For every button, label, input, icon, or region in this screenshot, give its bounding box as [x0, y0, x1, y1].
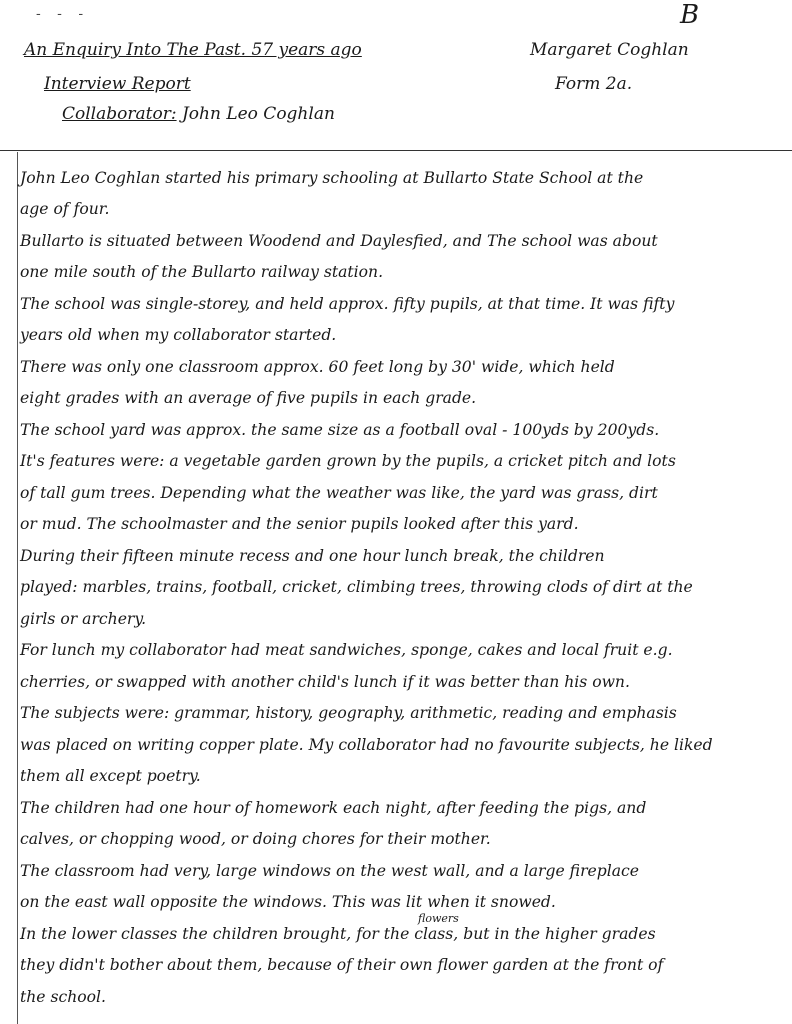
text-line: the school.: [20, 988, 106, 1006]
text-line: age of four.: [20, 200, 110, 218]
collaborator-line: [62, 104, 335, 124]
text-line: years old when my collaborator started.: [20, 326, 337, 344]
text-line: Bullarto is situated between Woodend and Daylesfied, and The school was about: [20, 232, 658, 250]
text-line: The children had one hour of homework each night, after feeding the pigs, and: [20, 799, 647, 817]
report-label: Interview Report: [44, 74, 191, 94]
header-rule: [0, 150, 792, 151]
text-line: There was only one classroom approx. 60 feet long by 30' wide, which held: [20, 358, 615, 376]
text-line: played: marbles, trains, football, cricket, climbing trees, throwing clods of dirt at the: [20, 578, 693, 596]
margin-line: [17, 152, 18, 1024]
text-line: In the lower classes the children brought, for the class, but in the higher grades: [20, 925, 656, 943]
text-line: them all except poetry.: [20, 767, 201, 785]
student-name: Margaret Coghlan: [530, 40, 689, 60]
text-line: The classroom had very, large windows on the west wall, and a large fireplace: [20, 862, 639, 880]
text-line: For lunch my collaborator had meat sandwiches, sponge, cakes and local fruit e.g.: [20, 641, 673, 659]
text-line: eight grades with an average of five pupils in each grade.: [20, 389, 477, 407]
essay-title: An Enquiry Into The Past. 57 years ago: [24, 40, 362, 60]
text-line: John Leo Coghlan started his primary schooling at Bullarto State School at the: [20, 169, 644, 187]
text-line: The subjects were: grammar, history, geography, arithmetic, reading and emphasis: [20, 704, 677, 722]
collaborator-name: John Leo Coghlan: [181, 104, 335, 124]
text-line: calves, or chopping wood, or doing chores for their mother.: [20, 830, 491, 848]
text-line: on the east wall opposite the windows. This was lit when it snowed.: [20, 893, 556, 911]
collaborator-label: Collaborator:: [62, 104, 177, 124]
text-line: or mud. The schoolmaster and the senior pupils looked after this yard.: [20, 515, 579, 533]
text-line: The school was single-storey, and held approx. fifty pupils, at that time. It was fifty: [20, 295, 675, 313]
text-line: of tall gum trees. Depending what the weather was like, the yard was grass, dirt: [20, 484, 658, 502]
text-line: cherries, or swapped with another child's lunch if it was better than his own.: [20, 673, 630, 691]
text-line: they didn't bother about them, because of their own flower garden at the front of: [20, 956, 664, 974]
corner-mark: - - -: [36, 6, 90, 22]
student-form: Form 2a.: [555, 74, 633, 94]
text-line: was placed on writing copper plate. My collaborator had no favourite subjects, he liked: [20, 736, 713, 754]
insertion-word: flowers: [418, 912, 459, 925]
text-line: one mile south of the Bullarto railway station.: [20, 263, 384, 281]
text-line: The school yard was approx. the same size as a football oval - 100yds by 200yds.: [20, 421, 660, 439]
text-line: It's features were: a vegetable garden grown by the pupils, a cricket pitch and lots: [20, 452, 676, 470]
text-line: During their fifteen minute recess and one hour lunch break, the children: [20, 547, 605, 565]
page-letter: B: [680, 0, 700, 30]
text-line: girls or archery.: [20, 610, 147, 628]
